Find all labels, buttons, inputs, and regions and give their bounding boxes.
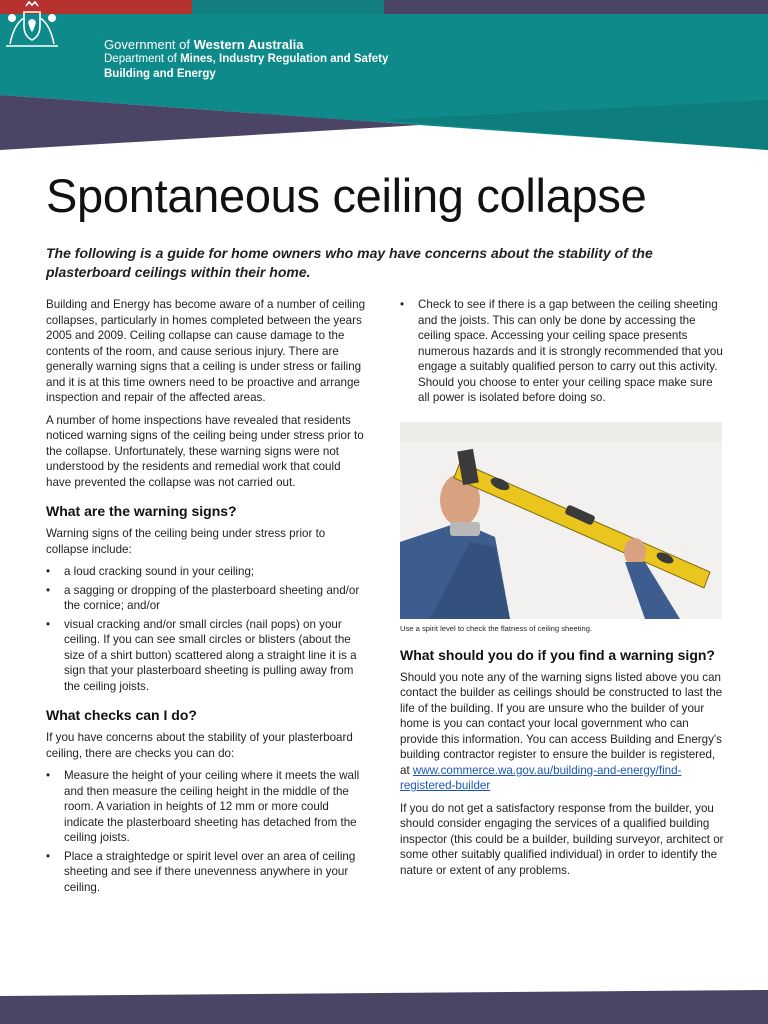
bullet-icon: •: [46, 849, 51, 863]
department-name: Department of Mines, Industry Regulation and Safety: [104, 53, 389, 65]
footer-band-graphic: [0, 990, 768, 1024]
bullet-icon: •: [46, 565, 51, 578]
bullet-icon: •: [46, 617, 51, 631]
warning-signs-heading: What are the warning signs?: [46, 503, 237, 519]
bullet-icon: •: [46, 769, 51, 782]
wa-coat-of-arms-icon: [0, 0, 64, 52]
list-item: • a loud cracking sound in your ceiling;: [46, 565, 255, 578]
page-title: Spontaneous ceiling collapse: [46, 169, 647, 222]
checks-heading: What checks can I do?: [46, 707, 197, 723]
body-paragraph: If you have concerns about the stability of your plasterboard ceiling, there are checks you can do:: [46, 731, 353, 760]
government-branding: [104, 37, 388, 82]
photo-caption: Use a spirit level to check the flatness of ceiling sheeting.: [400, 623, 593, 633]
list-item: • Place a straightedge or spirit level over an area of ceiling sheeting and see if there unevenness anywhere in your ceiling.: [46, 849, 356, 894]
list-item: • Check to see if there is a gap between the ceiling sheeting and the joists. This can only be done by accessing the ceiling space. Accessing your ceiling space presents numerous hazards and it is strongly recommended that you engage a suitably qualified person to carry out this activity. Should you choose to enter your ceiling space make sure all power is isolated before doing so.: [400, 298, 723, 404]
body-paragraph: If you do not get a satisfactory response from the builder, you should consider engaging the services of a qualified building inspector (this could be a builder, building surveyor, architect or some other suitably qualified individual) in order to identify the nature or extent of any problems.: [400, 801, 724, 877]
checks-list-continued: [400, 297, 726, 406]
left-column: [46, 297, 368, 902]
bullet-icon: •: [400, 298, 405, 311]
checks-list: [46, 768, 368, 895]
right-column: [400, 297, 726, 885]
list-item: • Measure the height of your ceiling where it meets the wall and then measure the ceiling height in the middle of the room. A variation in heights of 12 mm or more could indicate the plasterboard sheeting has detached from the ceiling joists.: [46, 769, 360, 844]
body-paragraph: Building and Energy has become aware of a number of ceiling collapses, particularly in homes completed between the years 2005 and 2009. Ceiling collapse can cause damage to the contents of the room, and cause serious injury. There are generally warning signs that a ceiling is under stress or failing and it is at this time owners need to be proactive and arrange inspection and repair of the affected areas.: [46, 298, 366, 404]
division-name: Building and Energy: [104, 68, 216, 80]
bullet-icon: •: [46, 583, 51, 597]
body-paragraph: A number of home inspections have revealed that residents noticed warning signs of the ceiling being under stress prior to the collapse. Unfortunately, these warning signs were not understood by the residents and remedial work that could have prevented the collapse was not carried out.: [46, 413, 364, 489]
spirit-level-photo: [400, 422, 722, 619]
action-heading: What should you do if you find a warning sign?: [400, 646, 715, 663]
body-paragraph: Should you note any of the warning signs listed above you can contact the builder as ceilings should be constructed to last the life of the building. If you are unsure who the builder of your home is you can contact your local government who can provide this information. You can access Building and Energy's building contractor register to ensure the builder is registered, at www.commerce.wa.gov.au/building-and-energy/find-registered-builder: [400, 670, 723, 792]
builder-register-link[interactable]: www.commerce.wa.gov.au/building-and-energy/find-registered-builder: [400, 763, 682, 792]
warning-signs-list: [46, 564, 368, 694]
intro-text: The following is a guide for home owners who may have concerns about the stability of the plasterboard ceilings within their home.: [46, 245, 653, 280]
list-item: • visual cracking and/or small circles (nail pops) on your ceiling. If you can see small circles or blisters (about the size of a shirt button) scattered along a straight line it is a sign that your plasterboard sheeting is pulling away from the ceiling joists.: [46, 617, 357, 693]
list-item: • a sagging or dropping of the plasterboard sheeting and/or the cornice; and/or: [46, 583, 360, 612]
government-name: Government of Western Australia: [104, 37, 304, 52]
body-paragraph: Warning signs of the ceiling being under stress prior to collapse include:: [46, 527, 326, 556]
page-header: [0, 0, 768, 160]
